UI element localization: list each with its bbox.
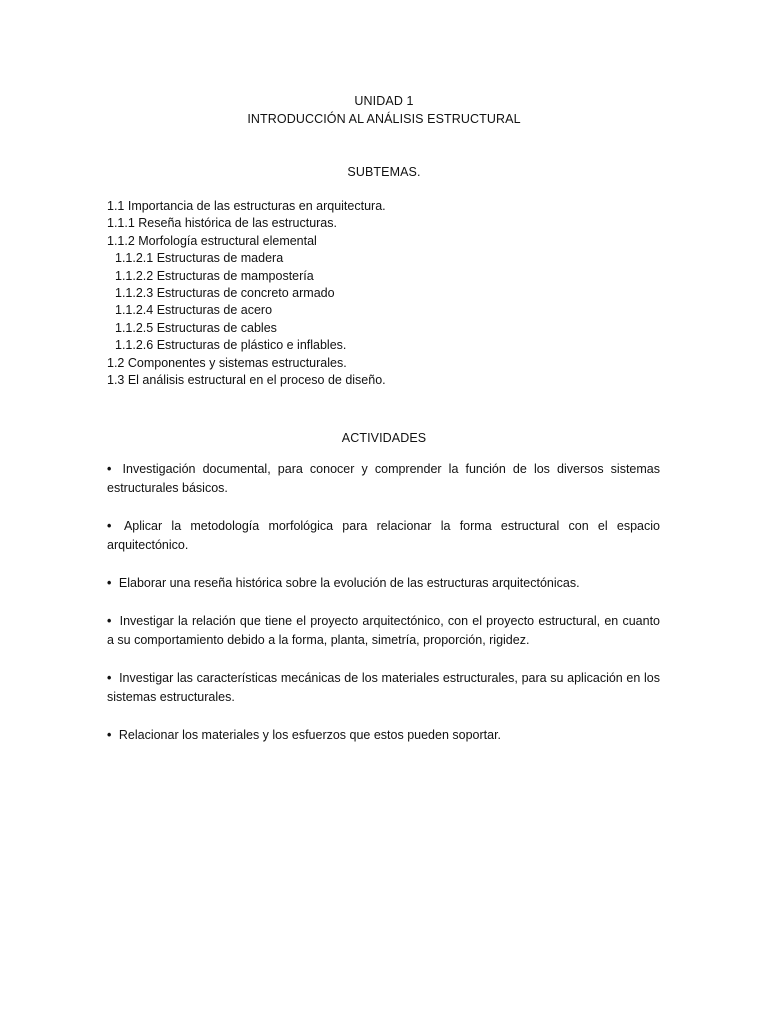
actividad-item	[107, 460, 660, 498]
subtema-item: 1.1.2 Morfología estructural elemental	[107, 233, 317, 248]
actividades-heading: ACTIVIDADES	[341, 431, 427, 445]
subtema-item: 1.1.2.4 Estructuras de acero	[115, 303, 273, 318]
subtema-item: 1.1.2.2 Estructuras de mampostería	[115, 268, 314, 283]
subtema-item: 1.1.2.1 Estructuras de madera	[115, 251, 284, 266]
unit-label: UNIDAD 1	[354, 94, 414, 108]
actividad-text: Elaborar una reseña histórica sobre la evolución de las estructuras arquitectónicas.	[118, 576, 580, 590]
bullet-icon: •	[107, 576, 112, 590]
subtema-item: 1.3 El análisis estructural en el proceso de diseño.	[107, 373, 386, 388]
actividad-item	[107, 726, 660, 745]
actividad-item	[107, 574, 660, 593]
subtema-item: 1.1.2.3 Estructuras de concreto armado	[115, 286, 335, 301]
actividad-text: Aplicar la metodología morfológica para relacionar la forma estructural con el espacio arquitectónico.	[107, 519, 660, 552]
actividad-item	[107, 612, 660, 650]
actividades-list	[107, 460, 660, 764]
actividad-text: Investigar la relación que tiene el proyecto arquitectónico, con el proyecto estructural, en cuanto a su comportamiento debido a la forma, planta, simetría, proporción, rigidez.	[107, 614, 660, 647]
bullet-icon: •	[107, 462, 112, 476]
bullet-icon: •	[107, 671, 112, 685]
subtemas-list	[107, 198, 667, 389]
bullet-icon: •	[107, 728, 112, 742]
subtema-item: 1.2 Componentes y sistemas estructurales.	[107, 355, 347, 370]
subtema-item: 1.1.2.5 Estructuras de cables	[115, 320, 277, 335]
bullet-icon: •	[107, 519, 112, 533]
actividad-text: Relacionar los materiales y los esfuerzos que estos pueden soportar.	[118, 728, 502, 742]
subtema-item: 1.1.1 Reseña histórica de las estructuras.	[107, 216, 337, 231]
bullet-icon: •	[107, 614, 112, 628]
subtema-item: 1.1 Importancia de las estructuras en arquitectura.	[107, 199, 386, 213]
actividad-text: Investigación documental, para conocer y comprender la función de los diversos sistemas estructurales básicos.	[107, 462, 660, 495]
subtema-item: 1.1.2.6 Estructuras de plástico e inflables.	[115, 338, 347, 353]
actividad-item	[107, 517, 660, 555]
unit-title: INTRODUCCIÓN AL ANÁLISIS ESTRUCTURAL	[247, 112, 521, 126]
actividad-text: Investigar las características mecánicas de los materiales estructurales, para su aplicación en los sistemas estructurales.	[107, 671, 660, 704]
actividad-item	[107, 669, 660, 707]
subtemas-heading: SUBTEMAS.	[347, 165, 421, 179]
